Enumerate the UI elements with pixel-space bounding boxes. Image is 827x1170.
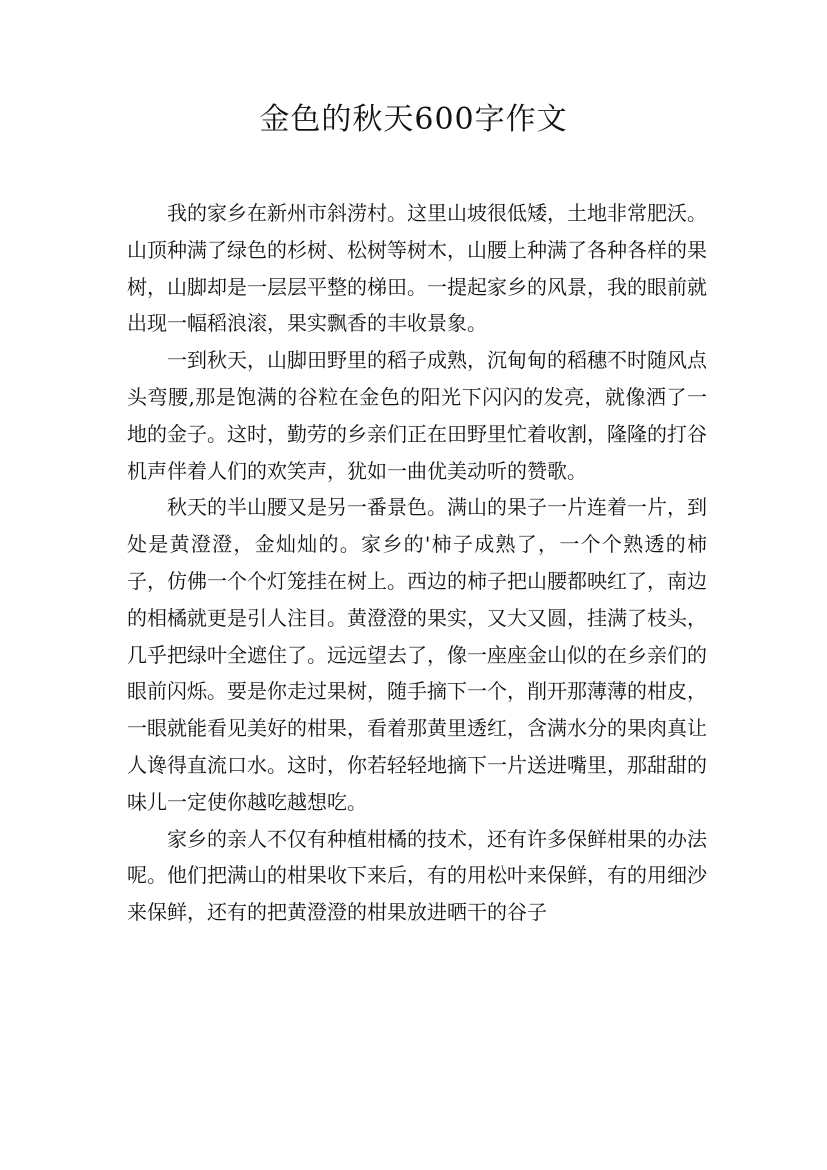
- document-body: [127, 195, 707, 931]
- paragraph-1: 我的家乡在新州市斜涝村。这里山坡很低矮，土地非常肥沃。山顶种满了绿色的杉树、松树等树木，山腰上种满了各种各样的果树，山脚却是一层层平整的梯田。一提起家乡的风景，我的眼前就出现一幅稻浪滚，果实飘香的丰收景象。: [127, 201, 707, 336]
- paragraph-3: 秋天的半山腰又是另一番景色。满山的果子一片连着一片，到处是黄澄澄，金灿灿的。家乡的'柿子成熟了，一个个熟透的柿子，仿佛一个个灯笼挂在树上。西边的柿子把山腰都映红了，南边的相橘就更是引人注目。黄澄澄的果实，又大又圆，挂满了枝头，几乎把绿叶全遮住了。远远望去了，像一座座金山似的在乡亲们的眼前闪烁。要是你走过果树，随手摘下一个，削开那薄薄的柑皮，一眼就能看见美好的柑果，看着那黄里透红，含满水分的果肉真让人谗得直流口水。这时，你若轻轻地摘下一片送进嘴里，那甜甜的味儿一定使你越吃越想吃。: [127, 495, 707, 814]
- paragraph-2: 一到秋天，山脚田野里的稻子成熟，沉甸甸的稻穗不时随风点头弯腰,那是饱满的谷粒在金色的阳光下闪闪的发亮，就像洒了一地的金子。这时，勤劳的乡亲们正在田野里忙着收割，隆隆的打谷机声伴着人们的欢笑声，犹如一曲优美动听的赞歌。: [127, 348, 707, 483]
- document-title: 金色的秋天600字作文: [259, 102, 568, 137]
- paragraph-4: 家乡的亲人不仅有种植柑橘的技术，还有许多保鲜柑果的办法呢。他们把满山的柑果收下来后，有的用松叶来保鲜，有的用细沙来保鲜，还有的把黄澄澄的柑果放进晒干的谷子: [127, 826, 707, 925]
